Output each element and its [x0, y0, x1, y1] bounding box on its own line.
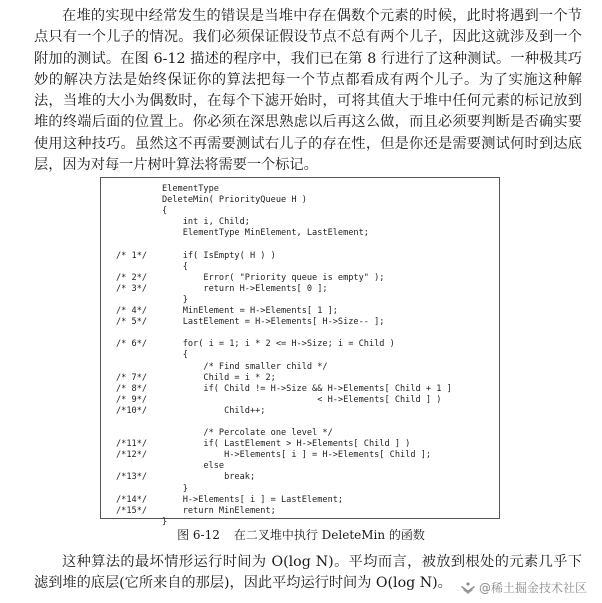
figure-caption: [0, 527, 602, 543]
code-line: /* Percolate one level */: [162, 428, 333, 439]
code-line: }: [162, 516, 168, 527]
code-line-number: [116, 195, 147, 206]
code-line-number: [116, 362, 147, 373]
code-line-number: [116, 239, 147, 250]
code-line-number: [116, 228, 147, 239]
code-line: ElementType: [162, 184, 219, 194]
code-line-number: /* 4*/: [116, 306, 148, 317]
code-line: H->Elements[ i ] = H->Elements[ Child ];: [162, 450, 432, 461]
code-line-number: /*15*/: [116, 505, 148, 516]
code-line-number: [116, 217, 147, 228]
code-line-number: [116, 350, 147, 361]
watermark: [458, 578, 590, 597]
code-line-number: /* 7*/: [116, 372, 148, 383]
code-line: {: [162, 206, 168, 217]
code-line: if( LastElement > H->Elements[ Child ] ): [162, 439, 411, 450]
code-line: return MinElement;: [162, 505, 276, 516]
code-line-numbers: [116, 184, 147, 528]
code-line: else: [162, 461, 225, 472]
code-line-number: [116, 417, 147, 428]
code-line: Error( "Priority queue is empty" );: [162, 272, 385, 283]
code-line: LastElement = H->Elements[ H->Size-- ];: [162, 317, 385, 328]
conclusion-paragraph: 这种算法的最坏情形运行时间为 O(log N)。平均而言，被放到根处的元素几乎下滤到堆的底层(它所来自的那层)，因此平均运行时间为 O(log N)。: [34, 554, 582, 592]
juejin-logo-icon: [461, 582, 475, 594]
intro-paragraph: 在堆的实现中经常发生的错误是当堆中存在偶数个元素的时候，此时将遇到一个节点只有一个儿子的情况。我们必须保证假设节点不总有两个儿子，因此这就涉及到一个附加的测试。在图 6-12 描述的程序中，我们已在第 8 行进行了这种测试。一种极其巧妙的解决方法是始终保证你的算法把每一个节点都看成有两个儿子。为了实施这种解法，当堆的大小为偶数时，在每个下滤开始时，可将其值大于堆中任何元素的标记放到堆的终端后面的位置上。你必须在深思熟虑以后再这么做，而且必须要判断是否确实要使用这种技巧。虽然这不再需要测试右儿子的存在性，但是你还是需要测试何时到达底层，因为对每一片树叶算法将需要一个标记。: [34, 8, 582, 174]
code-line-number: [116, 328, 147, 339]
code-line-number: /* 9*/: [116, 394, 148, 405]
code-line-number: /* 6*/: [116, 339, 148, 350]
code-listing: [162, 184, 452, 528]
code-line: ElementType MinElement, LastElement;: [162, 228, 369, 239]
code-line-number: [116, 184, 147, 195]
watermark-text: @稀土掘金技术社区: [478, 581, 587, 595]
code-line: DeleteMin( PriorityQueue H ): [162, 195, 307, 206]
code-line-number: [116, 461, 147, 472]
code-line-number: [116, 262, 147, 273]
code-line: H->Elements[ i ] = LastElement;: [162, 494, 344, 505]
code-line: /* Find smaller child */: [162, 361, 328, 372]
figure-caption-text: 在二叉堆中执行 DeleteMin 的函数: [233, 528, 425, 542]
code-line: }: [162, 294, 188, 305]
code-line-number: /* 1*/: [116, 250, 148, 261]
code-line-number: /*14*/: [116, 494, 148, 505]
code-line-number: /*10*/: [116, 405, 148, 416]
code-line-number: /*11*/: [116, 439, 148, 450]
code-line: for( i = 1; i * 2 <= H->Size; i = Child ): [162, 339, 395, 350]
code-line: }: [162, 483, 188, 494]
code-line: return H->Elements[ 0 ];: [162, 283, 328, 294]
code-line: Child = i * 2;: [162, 372, 276, 383]
code-line: if( IsEmpty( H ) ): [162, 250, 276, 261]
code-line: Child++;: [162, 405, 266, 416]
code-line: < H->Elements[ Child ] ): [162, 394, 442, 405]
code-line: if( Child != H->Size && H->Elements[ Child + 1 ]: [162, 383, 452, 394]
code-line-number: /* 8*/: [116, 383, 148, 394]
code-line-number: [116, 295, 147, 306]
code-line: [162, 328, 452, 339]
code-line: [162, 417, 452, 428]
code-line: int i, Child;: [162, 217, 250, 228]
code-line-number: /* 3*/: [116, 283, 148, 294]
code-line-number: /*12*/: [116, 450, 148, 461]
code-line-number: /* 2*/: [116, 272, 148, 283]
code-line: [162, 239, 452, 250]
code-line: {: [162, 350, 188, 361]
code-line: {: [162, 261, 188, 272]
code-line-number: /*13*/: [116, 472, 148, 483]
code-line: break;: [162, 472, 256, 483]
code-line-number: [116, 206, 147, 217]
code-line: MinElement = H->Elements[ 1 ];: [162, 306, 338, 317]
figure-number: 图 6-12: [177, 528, 220, 542]
code-line-number: [116, 428, 147, 439]
code-line-number: /* 5*/: [116, 317, 148, 328]
code-line-number: [116, 484, 147, 495]
